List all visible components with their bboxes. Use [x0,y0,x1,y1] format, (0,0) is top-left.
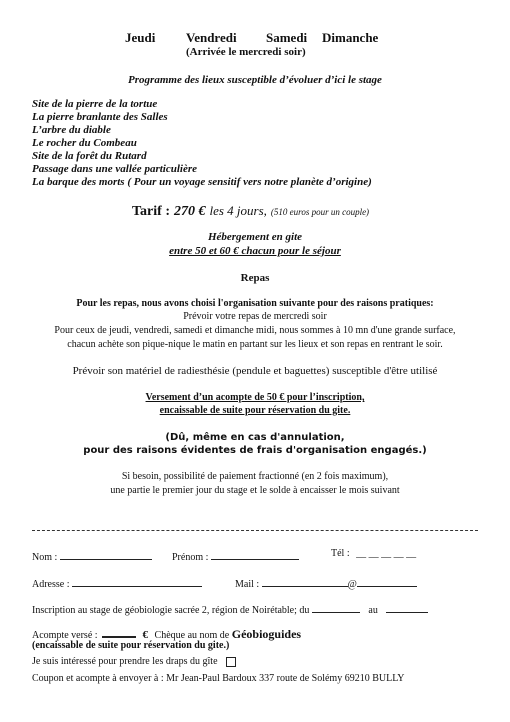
adresse-label: Adresse : [32,579,70,590]
repas-line: Pour les repas, nous avons choisi l'organisation suivante pour des raisons pratiques: [76,298,434,309]
site-item: La pierre branlante des Salles [32,111,168,123]
date-to-field[interactable] [386,601,428,613]
site-item: Passage dans une vallée particulière [32,163,197,175]
site-item: Site de la pierre de la tortue [32,98,158,110]
geobioguides-name: Géobioguides [231,627,302,641]
au-label: au [368,605,378,616]
day-samedi: Samedi [266,30,308,45]
inscription-row [32,601,428,616]
site-item: Le rocher du Combeau [32,137,137,149]
day-dimanche: Dimanche [322,30,379,45]
hebergement-title: Hébergement en gite [207,231,303,243]
nom-row [32,548,152,563]
draps-label: Je suis intéressé pour prendre les draps du gîte [32,656,218,667]
repas-line: Pour ceux de jeudi, vendredi, samedi et dimanche midi, nous sommes à 10 mn d'une grande surface, [54,325,456,336]
acompte-amount-field[interactable] [102,625,136,638]
draps-row [32,656,236,667]
site-item: La barque des morts ( Pour un voyage sensitif vers notre planète d’origine) [32,176,372,188]
day-jeudi: Jeudi [125,30,156,45]
encaissable-note: (encaissable de suite pour réservation du gite.) [32,640,230,651]
adresse-field[interactable] [72,575,202,587]
programme-title: Programme des lieux susceptible d’évoluer d’ici le stage [128,74,382,86]
inscription-label: Inscription au stage de géobiologie sacrée 2, région de Noirétable; du [32,605,310,616]
nom-label: Nom : [32,552,58,563]
mail-label: Mail : [235,579,260,590]
annulation-line: (Dû, même en cas d'annulation, [165,432,345,443]
cheque-label: Chèque au nom de [154,630,230,641]
coupon-address: Coupon et acompte à envoyer à : Mr Jean-Paul Bardoux 337 route de Solémy 69210 BULLY [32,673,405,684]
tel-field[interactable]: __ __ __ __ __ [356,548,417,559]
at-sign: @ [347,579,357,590]
tel-row [331,548,416,559]
tarif-label: Tarif : [132,204,170,219]
acompte-notice-line: encaissable de suite pour réservation du gite. [159,405,351,416]
repas-line: Prévoir votre repas de mercredi soir [183,311,327,322]
tarif-duration: les 4 jours, [209,203,267,218]
materiel-note: Prévoir son matériel de radiesthésie (pendule et baguettes) susceptible d'être utilisé [72,365,438,377]
prenom-row [172,548,299,563]
tarif-line [132,202,369,220]
tarif-couple: (510 euros pour un couple) [270,207,370,217]
hebergement-price: entre 50 et 60 € chacun pour le séjour [169,245,341,257]
nom-field[interactable] [60,548,152,560]
acompte-label: Acompte versé : [32,630,98,641]
draps-checkbox[interactable] [226,657,236,667]
prenom-label: Prénom : [172,552,209,563]
paiement-line: une partie le premier jour du stage et le solde à encaisser le mois suivant [110,485,400,496]
euro-symbol: € [142,629,149,641]
site-item: L’arbre du diable [32,124,111,136]
acompte-notice-line: Versement d’un acompte de 50 € pour l’inscription, [145,392,365,403]
arrival-note: (Arrivée le mercredi soir) [186,46,306,58]
cut-line [32,530,478,531]
repas-line: chacun achète son pique-nique le matin en partant sur les lieux et son repas en rentrant le soir. [67,339,443,350]
annulation-line: pour des raisons évidentes de frais d'organisation engagés.) [83,445,427,456]
tarif-price: 270 € [173,204,206,219]
prenom-field[interactable] [211,548,299,560]
mail-field-domain[interactable] [357,575,417,587]
mail-field-user[interactable] [262,575,348,587]
tel-label: Tél : [331,548,350,559]
date-from-field[interactable] [312,601,360,613]
repas-title: Repas [240,272,270,284]
mail-row [235,575,417,590]
day-vendredi: Vendredi [186,30,237,45]
paiement-line: Si besoin, possibilité de paiement fractionné (en 2 fois maximum), [121,471,389,482]
site-item: Site de la forêt du Rutard [32,150,147,162]
adresse-row [32,575,202,590]
